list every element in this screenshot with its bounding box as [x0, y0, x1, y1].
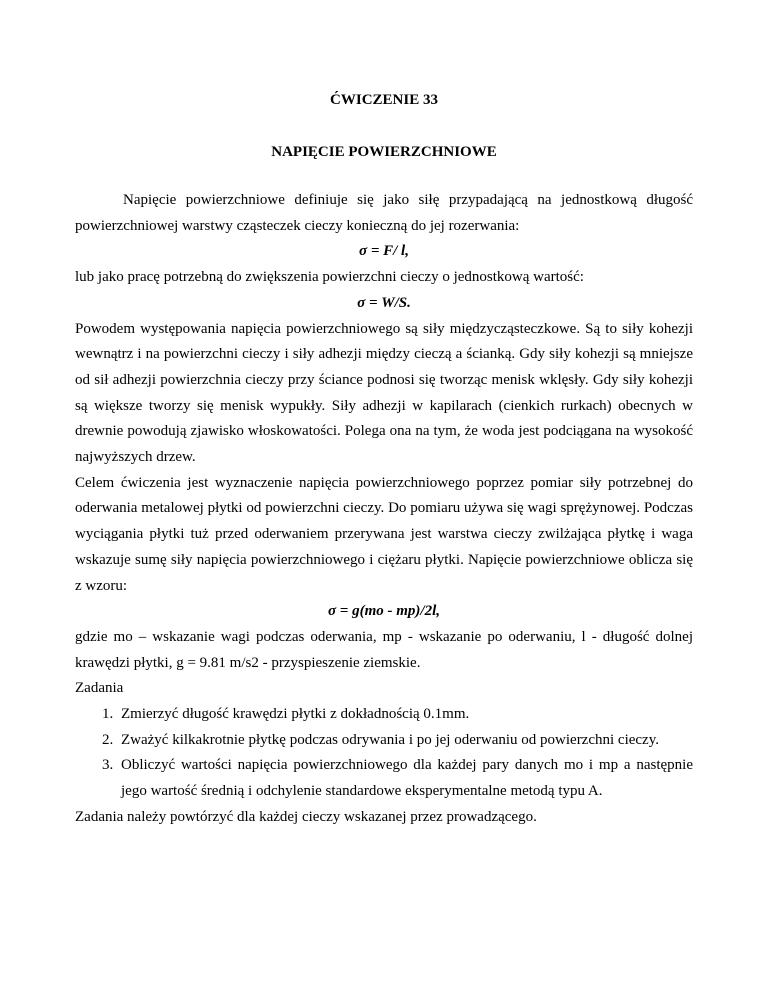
formula-force [75, 239, 693, 265]
exercise-title: ĆWICZENIE 33 [330, 92, 438, 108]
formula-work-text: σ = W/S. [357, 294, 411, 311]
task-item: 1. Zmierzyć długość krawędzi płytki z dokładnością 0.1mm. [117, 702, 693, 728]
formula-work [75, 291, 693, 317]
document-body [75, 188, 693, 831]
final-note: Zadania należy powtórzyć dla każdej cieczy wskazanej przez prowadzącego. [75, 808, 537, 825]
formula-tension-text: σ = g(mo - mp)/2l, [327, 603, 441, 620]
paragraph-work: lub jako pracę potrzebną do zwiększenia powierzchni cieczy o jednostkową wartość: [75, 269, 584, 286]
tasks-heading: Zadania [75, 680, 124, 697]
topic-title: NAPIĘCIE POWIERZCHNIOWE [271, 144, 497, 160]
paragraph-where: gdzie mo – wskazanie wagi podczas oderwania, mp - wskazanie po oderwaniu, l - długość dolnej krawędzi płytki, g = 9.81 m/s2 - przyspieszenie ziemskie. [75, 628, 693, 671]
paragraph-cause: Powodem występowania napięcia powierzchniowego są siły międzycząsteczkowe. Są to siły kohezji wewnątrz i na powierzchni cieczy i siły adhezji między cieczą a ścianką. Gdy siły kohezji są mniejsze od sił adhezji powierzchnia cieczy przy ściance podnosi się tworząc menisk wklęsły. Gdy siły kohezji są większe tworzy się menisk wypukły. Siły adhezji w kapilarach (cienkich rurkach) obecnych w drewnie powodują zjawisko włoskowatości. Polega ona na tym, że woda jest podciągana na wysokość najwyższych drzew. [75, 320, 693, 466]
formula-force-text: σ = F/ l, [359, 243, 409, 260]
task-item: 3. Obliczyć wartości napięcia powierzchniowego dla każdej pary danych mo i mp a następnie jego wartość średnią i odchylenie standardowe eksperymentalne metodą typu A. [117, 753, 693, 804]
paragraph-goal: Celem ćwiczenia jest wyznaczenie napięcia powierzchniowego poprzez pomiar siły potrzebnej do oderwania metalowej płytki od powierzchni cieczy. Do pomiaru używa się wagi sprężynowej. Podczas wyciągania płytki tuż przed oderwaniem przerywana jest warstwa cieczy zwilżająca płytkę i waga wskazuje sumę siły napięcia powierzchniowego i ciężaru płytki. Napięcie powierzchniowe oblicza się z wzoru: [75, 474, 693, 594]
task-item: 2. Zważyć kilkakrotnie płytkę podczas odrywania i po jej oderwaniu od powierzchni cieczy. [117, 728, 693, 754]
tasks-list [75, 702, 693, 805]
formula-tension [75, 599, 693, 625]
paragraph-definition: Napięcie powierzchniowe definiuje się jako siłę przypadającą na jednostkową długość powierzchniowej warstwy cząsteczek cieczy konieczną do jej rozerwania: [75, 192, 693, 234]
